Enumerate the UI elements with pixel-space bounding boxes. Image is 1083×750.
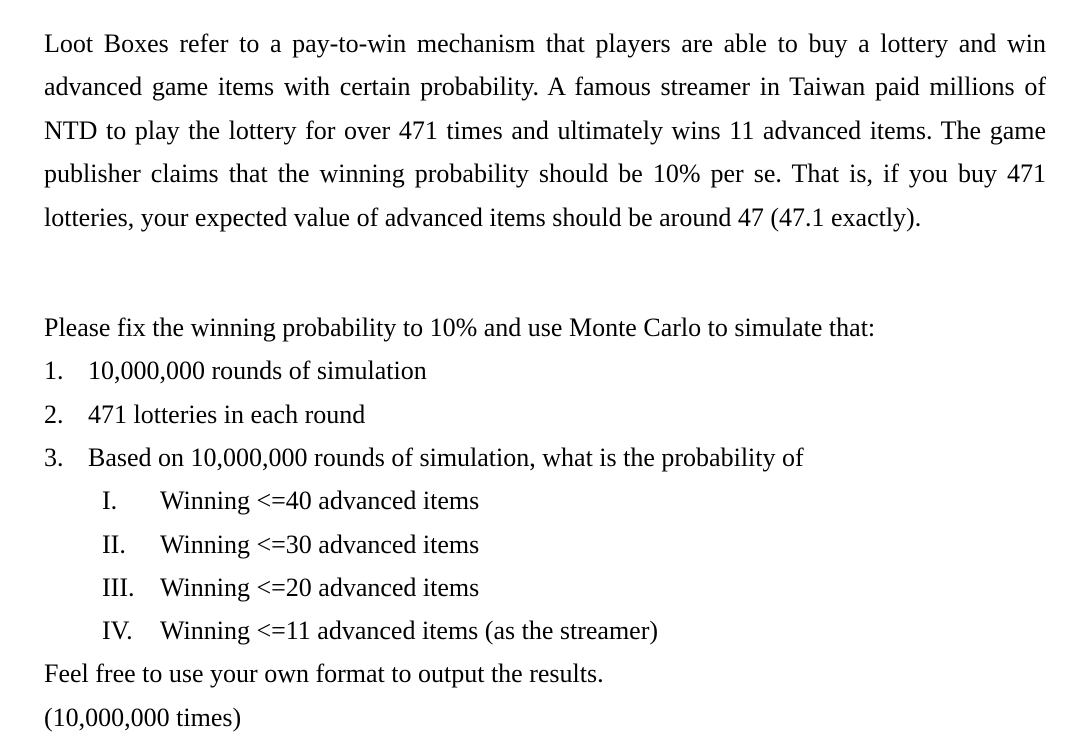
intro-paragraph: Loot Boxes refer to a pay-to-win mechanism that players are able to buy a lottery and win advanced game items with certain probability. A famous streamer in Taiwan paid millions of NTD to play the lottery for over 471 times and ultimately wins 11 advanced items. The game publisher claims that the winning probability should be 10% per se. That is, if you buy 471 lotteries, your expected value of advanced items should be around 47 (47.1 exactly).: [44, 29, 1046, 232]
task-section: [44, 306, 1046, 739]
roman-item-text: Winning <=20 advanced items: [160, 572, 480, 602]
item-text: 471 lotteries in each round: [88, 399, 366, 429]
item-number: 3.: [44, 442, 64, 472]
numbered-item: [44, 436, 1046, 479]
roman-item-text: Winning <=30 advanced items: [160, 529, 480, 559]
numbered-item: [44, 393, 1046, 436]
document-page: [44, 22, 1046, 739]
roman-sublist: [44, 479, 1046, 652]
roman-item: [44, 479, 1046, 522]
roman-numeral: II.: [102, 529, 126, 559]
task-lead: Please fix the winning probability to 10% and use Monte Carlo to simulate that:: [44, 313, 876, 343]
intro-section: [44, 22, 1046, 239]
roman-numeral: IV.: [102, 616, 133, 646]
roman-item: [44, 523, 1046, 566]
roman-item: [44, 609, 1046, 652]
numbered-item: [44, 349, 1046, 392]
roman-item-text: Winning <=40 advanced items: [160, 486, 480, 516]
item-number: 2.: [44, 399, 64, 429]
item-number: 1.: [44, 356, 64, 386]
item-text: Based on 10,000,000 rounds of simulation, what is the probability of: [88, 442, 804, 472]
roman-numeral: I.: [102, 486, 118, 516]
roman-item: [44, 566, 1046, 609]
roman-item-text: Winning <=11 advanced items (as the streamer): [160, 616, 659, 646]
item-text: 10,000,000 rounds of simulation: [88, 356, 427, 386]
task-footer-note: (10,000,000 times): [44, 702, 242, 732]
roman-numeral: III.: [102, 572, 135, 602]
task-footer: Feel free to use your own format to output the results.: [44, 659, 604, 689]
